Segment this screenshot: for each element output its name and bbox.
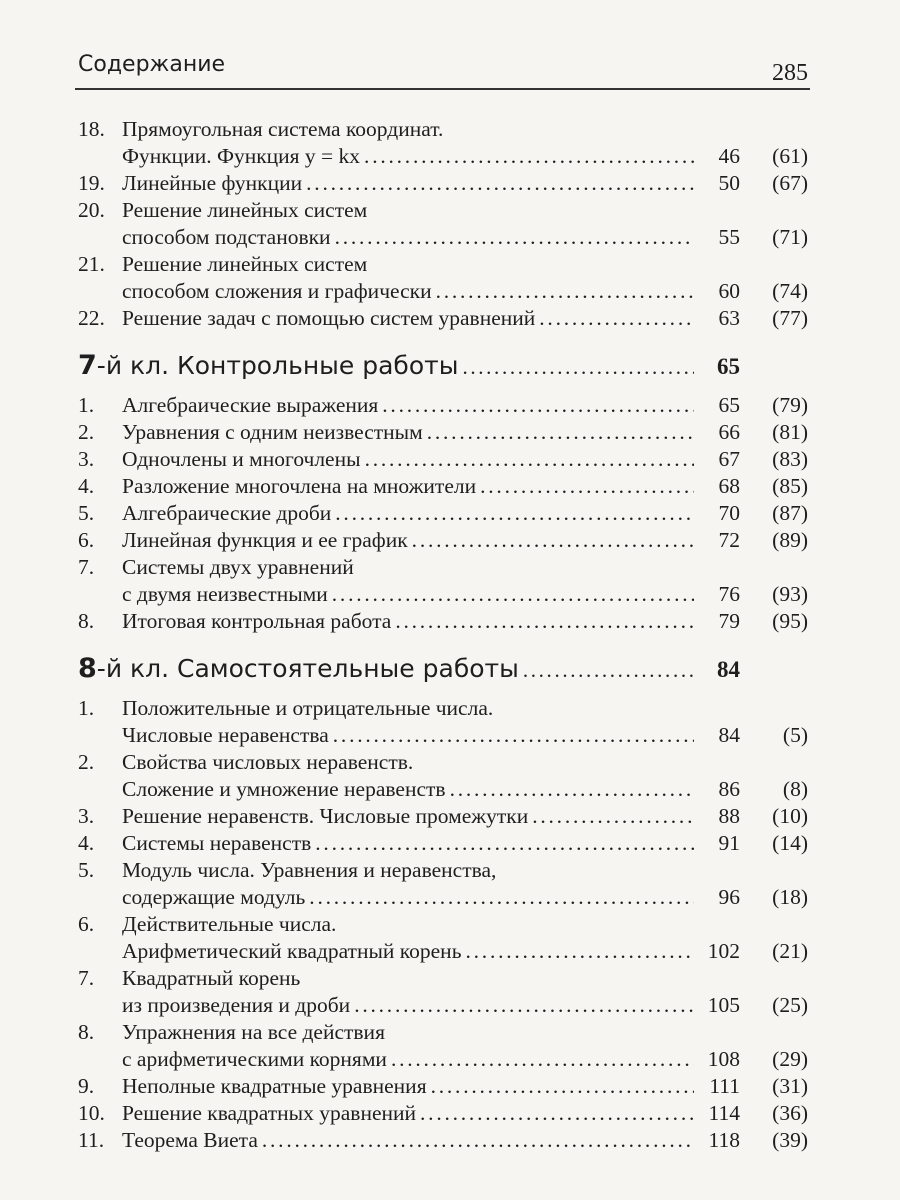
dot-leader (431, 1073, 694, 1100)
toc-entry (78, 695, 808, 749)
section-grade: 7 (78, 350, 97, 381)
entry-page: 66 (718, 420, 740, 444)
entry-answer-page: (95) (772, 609, 808, 633)
entry-page: 105 (707, 993, 740, 1017)
toc-entry-line (78, 776, 808, 803)
dot-leader (395, 608, 694, 635)
toc-entry-line (78, 251, 808, 278)
entry-title: Модуль числа. Уравнения и неравенства, (122, 858, 497, 882)
toc-entry-line (78, 143, 808, 170)
toc-entry-line (78, 305, 808, 332)
entry-page: 91 (718, 831, 740, 855)
entry-title: Решение неравенств. Числовые промежутки (122, 804, 529, 828)
toc-entry-line (78, 608, 808, 635)
entry-title: из произведения и дроби (122, 993, 351, 1017)
toc-entry-line (78, 446, 808, 473)
entry-answer-page: (39) (772, 1128, 808, 1152)
entry-answer-page: (29) (772, 1047, 808, 1071)
entry-number: 5. (78, 858, 95, 882)
toc-entry (78, 305, 808, 332)
toc-entry (78, 500, 808, 527)
entry-number: 10. (78, 1101, 105, 1125)
entry-page: 46 (718, 144, 740, 168)
section-page: 65 (717, 354, 740, 379)
entry-title: Алгебраические дроби (122, 501, 332, 525)
entry-answer-page: (81) (772, 420, 808, 444)
entry-number: 8. (78, 609, 95, 633)
dot-leader (480, 473, 694, 500)
entry-answer-page: (31) (772, 1074, 808, 1098)
entry-number: 9. (78, 1074, 95, 1098)
entry-page: 79 (718, 609, 740, 633)
toc-entry (78, 116, 808, 170)
header-title: Содержание (78, 52, 226, 77)
entry-title: Уравнения с одним неизвестным (122, 420, 423, 444)
entry-title: с арифметическими корнями (122, 1047, 387, 1071)
toc-entry-line (78, 170, 808, 197)
dot-leader (333, 722, 694, 749)
entry-number: 3. (78, 447, 95, 471)
toc-entry-line (78, 278, 808, 305)
entry-title: Решение квадратных уравнений (122, 1101, 417, 1125)
entry-answer-page: (25) (772, 993, 808, 1017)
entry-number: 4. (78, 474, 95, 498)
toc-entry-line (78, 749, 808, 776)
toc-entry (78, 197, 808, 251)
entry-title: Числовые неравенства (122, 723, 329, 747)
dot-leader (315, 830, 694, 857)
toc-entry-line (78, 473, 808, 500)
toc-entry-line (78, 392, 808, 419)
dot-leader (365, 446, 694, 473)
entry-title: Свойства числовых неравенств. (122, 750, 414, 774)
entry-title: Арифметический квадратный корень (122, 939, 462, 963)
toc-entry (78, 911, 808, 965)
toc-entry-line (78, 803, 808, 830)
entry-title: Сложение и умножение неравенств (122, 777, 446, 801)
entry-page: 70 (718, 501, 740, 525)
entry-title: Неполные квадратные уравнения (122, 1074, 427, 1098)
toc-entry-line (78, 857, 808, 884)
entry-answer-page: (87) (772, 501, 808, 525)
entry-number: 1. (78, 696, 95, 720)
dot-leader (427, 419, 694, 446)
entry-number: 8. (78, 1020, 95, 1044)
toc-entry (78, 419, 808, 446)
entry-answer-page: (93) (772, 582, 808, 606)
toc-group-8-independent (78, 695, 808, 1154)
entry-title: Линейная функция и ее график (122, 528, 408, 552)
entry-page: 108 (707, 1047, 740, 1071)
dot-leader (335, 224, 694, 251)
entry-number: 11. (78, 1128, 105, 1152)
entry-title: с двумя неизвестными (122, 582, 328, 606)
toc-entry (78, 446, 808, 473)
entry-answer-page: (18) (772, 885, 808, 909)
toc-entry-line (78, 419, 808, 446)
entry-answer-page: (14) (772, 831, 808, 855)
toc-entry-line (78, 197, 808, 224)
toc-entry-line (78, 500, 808, 527)
toc-entry (78, 1073, 808, 1100)
entry-title: Решение линейных систем (122, 252, 368, 276)
entry-number: 6. (78, 912, 95, 936)
entry-answer-page: (10) (772, 804, 808, 828)
entry-number: 4. (78, 831, 95, 855)
entry-number: 21. (78, 252, 105, 276)
entry-page: 96 (718, 885, 740, 909)
entry-page: 84 (718, 723, 740, 747)
dot-leader (450, 776, 694, 803)
dot-leader (420, 1100, 694, 1127)
toc-entry (78, 965, 808, 1019)
entry-page: 88 (718, 804, 740, 828)
entry-number: 20. (78, 198, 105, 222)
toc-entry (78, 608, 808, 635)
entry-page: 111 (709, 1074, 740, 1098)
table-of-contents (78, 116, 808, 1154)
entry-number: 7. (78, 966, 95, 990)
section-title: -й кл. Самостоятельные работы (96, 654, 519, 683)
entry-title: Функции. Функция y = kx (122, 144, 361, 168)
entry-answer-page: (36) (772, 1101, 808, 1125)
toc-entry-line (78, 695, 808, 722)
entry-page: 118 (708, 1128, 740, 1152)
entry-title: способом подстановки (122, 225, 331, 249)
toc-entry-line (78, 884, 808, 911)
entry-title: Одночлены и многочлены (122, 447, 361, 471)
dot-leader (391, 1046, 694, 1073)
toc-entry (78, 830, 808, 857)
dot-leader (462, 352, 694, 382)
toc-entry-line (78, 1100, 808, 1127)
entry-page: 60 (718, 279, 740, 303)
entry-title: Решение задач с помощью систем уравнений (122, 306, 536, 330)
dot-leader (412, 527, 694, 554)
toc-group-7-tests (78, 392, 808, 635)
entry-answer-page: (85) (772, 474, 808, 498)
toc-entry-line (78, 1073, 808, 1100)
toc-entry-line (78, 116, 808, 143)
dot-leader (354, 992, 694, 1019)
toc-entry (78, 527, 808, 554)
entry-number: 7. (78, 555, 95, 579)
entry-answer-page: (71) (772, 225, 808, 249)
toc-entry-line (78, 224, 808, 251)
toc-group-7-independent (78, 116, 808, 332)
toc-entry (78, 749, 808, 803)
entry-answer-page: (5) (782, 723, 808, 747)
toc-entry (78, 473, 808, 500)
entry-title: Положительные и отрицательные числа. (122, 696, 494, 720)
toc-entry-line (78, 1019, 808, 1046)
dot-leader (332, 581, 694, 608)
entry-number: 18. (78, 117, 105, 141)
toc-entry-line (78, 1046, 808, 1073)
entry-page: 72 (718, 528, 740, 552)
dot-leader (532, 803, 694, 830)
entry-answer-page: (21) (772, 939, 808, 963)
section-grade: 8 (78, 653, 97, 684)
dot-leader (523, 655, 694, 685)
toc-entry-line (78, 722, 808, 749)
dot-leader (335, 500, 694, 527)
entry-answer-page: (83) (772, 447, 808, 471)
entry-title: Теорема Виета (122, 1128, 258, 1152)
entry-number: 6. (78, 528, 95, 552)
entry-page: 63 (718, 306, 740, 330)
toc-entry (78, 170, 808, 197)
entry-answer-page: (74) (772, 279, 808, 303)
toc-entry (78, 1019, 808, 1073)
dot-leader (466, 938, 695, 965)
entry-page: 102 (707, 939, 740, 963)
entry-page: 50 (718, 171, 740, 195)
toc-entry-line (78, 830, 808, 857)
toc-entry-line (78, 527, 808, 554)
running-header (75, 50, 810, 90)
toc-entry-line (78, 938, 808, 965)
entry-answer-page: (89) (772, 528, 808, 552)
toc-entry-line (78, 911, 808, 938)
toc-entry-line (78, 992, 808, 1019)
toc-entry (78, 803, 808, 830)
entry-number: 3. (78, 804, 95, 828)
entry-title: Прямоугольная система координат. (122, 117, 444, 141)
section-heading-8 (78, 654, 808, 685)
toc-entry (78, 857, 808, 911)
toc-entry (78, 392, 808, 419)
section-title: -й кл. Контрольные работы (96, 351, 459, 380)
entry-page: 68 (718, 474, 740, 498)
dot-leader (364, 143, 694, 170)
dot-leader (539, 305, 694, 332)
section-page: 84 (717, 657, 740, 682)
entry-title: Системы двух уравнений (122, 555, 354, 579)
entry-page: 67 (718, 447, 740, 471)
toc-entry-line (78, 965, 808, 992)
entry-title: Линейные функции (122, 171, 303, 195)
entry-number: 2. (78, 750, 95, 774)
entry-number: 22. (78, 306, 105, 330)
toc-entry-line (78, 554, 808, 581)
entry-answer-page: (8) (782, 777, 808, 801)
toc-entry (78, 1127, 808, 1154)
toc-entry (78, 251, 808, 305)
entry-title: Упражнения на все действия (122, 1020, 385, 1044)
entry-number: 5. (78, 501, 95, 525)
entry-page: 86 (718, 777, 740, 801)
toc-entry (78, 554, 808, 608)
entry-title: Системы неравенств (122, 831, 312, 855)
entry-number: 2. (78, 420, 95, 444)
entry-page: 76 (718, 582, 740, 606)
toc-entry-line (78, 581, 808, 608)
entry-title: содержащие модуль (122, 885, 306, 909)
dot-leader (262, 1127, 694, 1154)
entry-title: Решение линейных систем (122, 198, 368, 222)
section-heading-7 (78, 351, 808, 382)
entry-title: способом сложения и графически (122, 279, 432, 303)
entry-answer-page: (79) (772, 393, 808, 417)
dot-leader (382, 392, 694, 419)
toc-entry-line (78, 1127, 808, 1154)
toc-entry (78, 1100, 808, 1127)
entry-page: 114 (708, 1101, 740, 1125)
entry-answer-page: (61) (772, 144, 808, 168)
entry-number: 1. (78, 393, 95, 417)
entry-title: Квадратный корень (122, 966, 301, 990)
dot-leader (306, 170, 694, 197)
entry-answer-page: (67) (772, 171, 808, 195)
entry-page: 65 (718, 393, 740, 417)
page-number: 285 (772, 60, 808, 86)
entry-title: Алгебраические выражения (122, 393, 379, 417)
dot-leader (309, 884, 694, 911)
dot-leader (436, 278, 694, 305)
entry-title: Действительные числа. (122, 912, 337, 936)
entry-title: Разложение многочлена на множители (122, 474, 477, 498)
entry-number: 19. (78, 171, 105, 195)
entry-page: 55 (718, 225, 740, 249)
entry-title: Итоговая контрольная работа (122, 609, 392, 633)
entry-answer-page: (77) (772, 306, 808, 330)
